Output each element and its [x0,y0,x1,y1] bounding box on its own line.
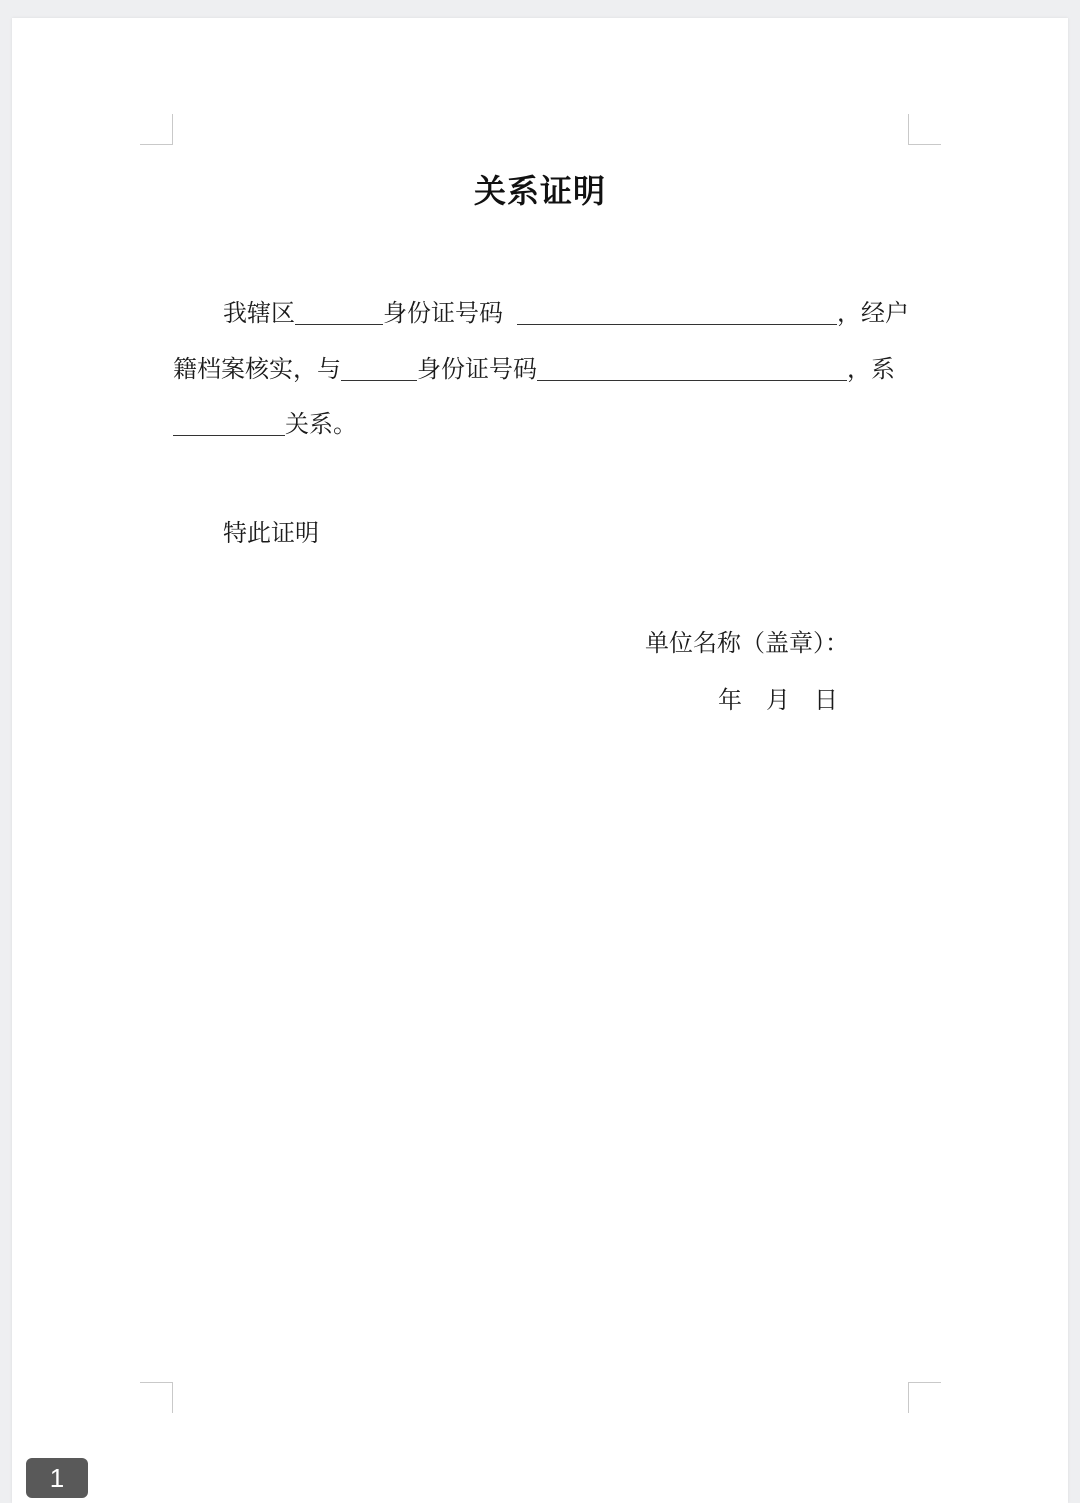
name-blank-1[interactable] [295,298,383,325]
page-number-badge[interactable]: 1 [26,1458,88,1498]
line2-text-a: 籍档案核实，与 [173,355,341,383]
document-title: 关系证明 [473,172,606,210]
document-page [12,18,1068,1503]
signature-label: 单位名称（盖章）： [645,629,849,657]
line3-text-a: 关系。 [285,410,357,438]
body-line-2 [173,352,895,386]
line2-text-b: 身份证号码 [417,355,537,383]
crop-mark-top-right [908,114,941,145]
crop-mark-bottom-right [908,1382,941,1413]
body-line-1 [223,296,909,330]
id-number-blank-1[interactable] [517,298,837,325]
line1-text-a: 我辖区 [223,299,295,327]
line1-text-b: 身份证号码 [383,299,503,327]
closing-text: 特此证明 [223,519,319,547]
crop-mark-bottom-left [140,1382,173,1413]
crop-mark-top-left [140,114,173,145]
body-line-3 [173,407,357,441]
date-line: 年 月 日 [718,686,838,714]
line1-text-c: ，经户 [837,299,909,327]
name-blank-2[interactable] [341,354,417,381]
id-number-blank-2[interactable] [537,354,847,381]
line2-text-c: ，系 [847,355,895,383]
relationship-blank[interactable] [173,409,285,436]
